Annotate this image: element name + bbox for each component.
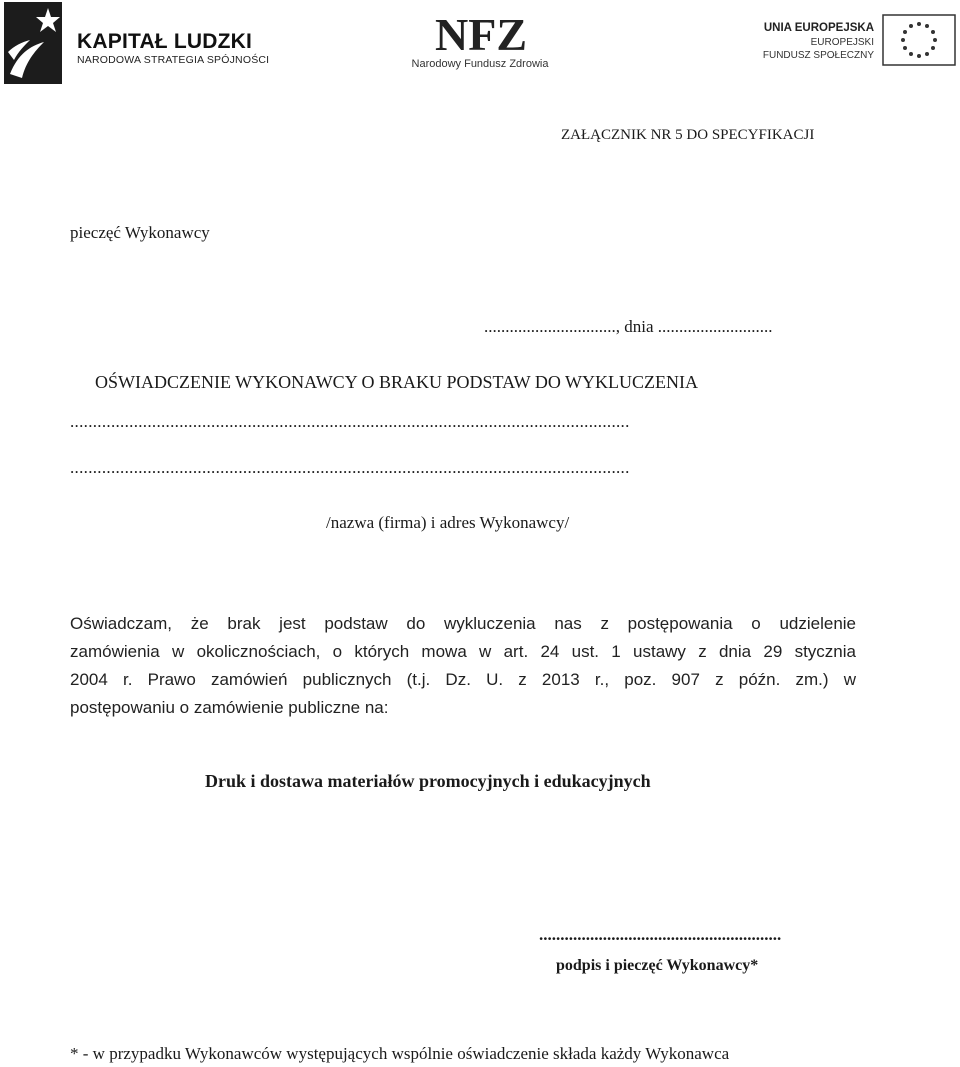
dots-line-1: ........................................................................................................................... bbox=[70, 412, 630, 431]
body-line-4: postępowaniu o zamówienie publiczne na: bbox=[70, 698, 389, 717]
signature-dots: ......................................................... bbox=[539, 925, 782, 944]
footnote: * - w przypadku Wykonawców występujących wspólnie oświadczenie składa każdy Wykonawca bbox=[70, 1044, 730, 1063]
nfz-mark-text: NFZ bbox=[435, 10, 527, 56]
kapital-ludzki-logo bbox=[4, 2, 270, 84]
kapital-ludzki-star-icon bbox=[4, 2, 62, 84]
dots-line-2: ........................................................................................................................... bbox=[70, 458, 630, 477]
kapital-ludzki-title: KAPITAŁ LUDZKI bbox=[77, 30, 253, 53]
name-label: /nazwa (firma) i adres Wykonawcy/ bbox=[326, 513, 570, 532]
date-line: ..............................., dnia ........................... bbox=[484, 317, 773, 336]
document-title: OŚWIADCZENIE WYKONAWCY O BRAKU PODSTAW DO WYKLUCZENIA bbox=[95, 372, 698, 392]
body-line-2: zamówienia w okolicznościach, o których mowa w art. 24 ust. 1 ustawy z dnia 29 stycznia bbox=[70, 642, 856, 661]
ue-logo bbox=[762, 14, 956, 74]
signature-label: podpis i pieczęć Wykonawcy* bbox=[556, 957, 759, 974]
ue-title: UNIA EUROPEJSKA bbox=[763, 22, 874, 34]
nfz-logo bbox=[405, 10, 555, 72]
stamp-label: pieczęć Wykonawcy bbox=[70, 223, 210, 242]
eu-flag-icon bbox=[882, 14, 956, 66]
nfz-subtitle: Narodowy Fundusz Zdrowia bbox=[411, 58, 549, 70]
nfz-mark bbox=[431, 10, 531, 56]
ue-subtitle-2: FUNDUSZ SPOŁECZNY bbox=[762, 50, 874, 61]
ue-subtitle-1: EUROPEJSKI bbox=[810, 36, 874, 48]
kapital-ludzki-subtitle: NARODOWA STRATEGIA SPÓJNOŚCI bbox=[77, 54, 270, 66]
subject-title: Druk i dostawa materiałów promocyjnych i edukacyjnych bbox=[205, 771, 651, 791]
attachment-label: ZAŁĄCZNIK NR 5 DO SPECYFIKACJI bbox=[561, 127, 815, 143]
body-line-1: Oświadczam, że brak jest podstaw do wykluczenia nas z postępowania o udzielenie bbox=[70, 614, 856, 633]
body-line-3: 2004 r. Prawo zamówień publicznych (t.j. Dz. U. z 2013 r., poz. 907 z późn. zm.) w bbox=[70, 670, 856, 689]
